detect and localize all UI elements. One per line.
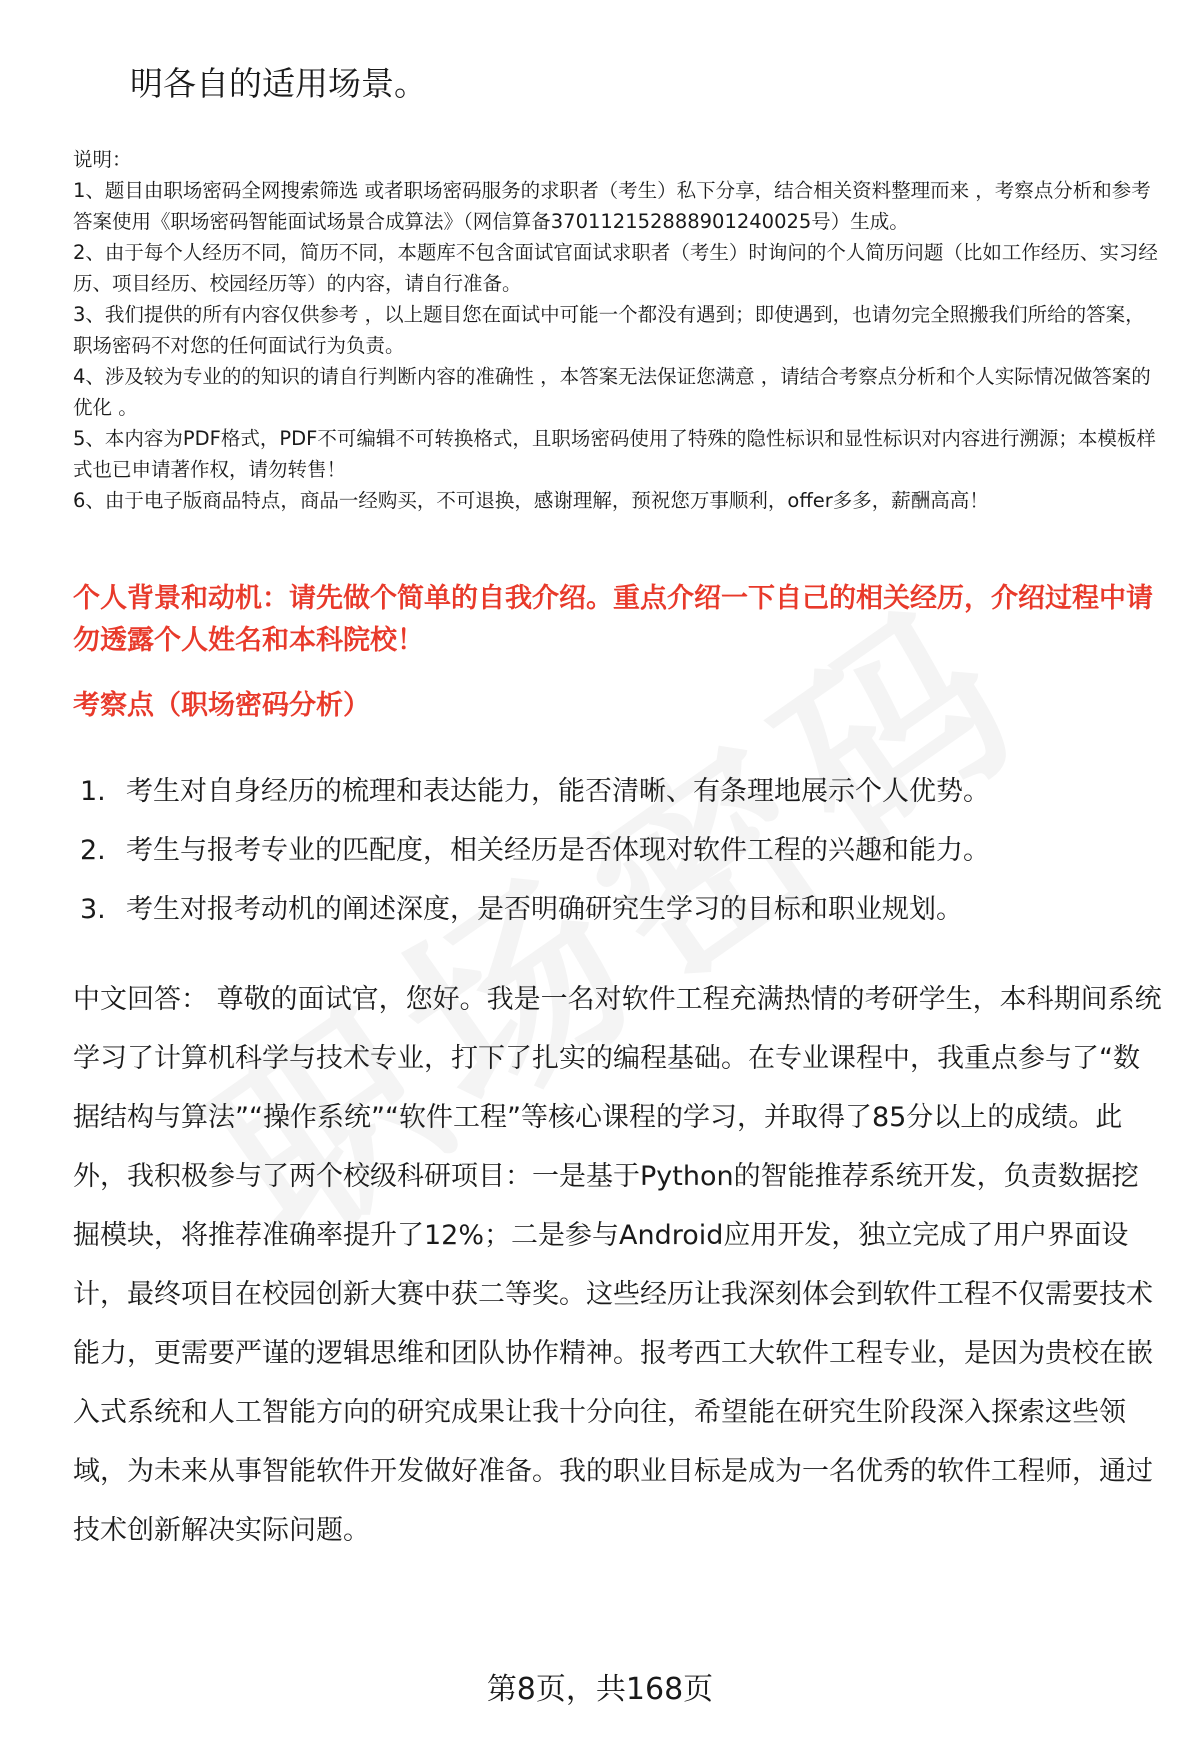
point-text: 考生对自身经历的梳理和表达能力，能否清晰、有条理地展示个人优势。 bbox=[126, 776, 990, 807]
note-item: 2、由于每个人经历不同，简历不同，本题库不包含面试官面试求职者（考生）时询问的个人简历问题（比如工作经历、实习经历、项目经历、校园经历等）的内容，请自行准备。 bbox=[73, 241, 1158, 295]
continued-text: 明各自的适用场景。 bbox=[130, 64, 427, 103]
note-item: 4、涉及较为专业的的知识的请自行判断内容的准确性 ，本答案无法保证您满意 ，请结合考察点分析和个人实际情况做答案的优化 。 bbox=[73, 365, 1151, 419]
note-item: 5、本内容为PDF格式，PDF不可编辑不可转换格式，且职场密码使用了特殊的隐性标识和显性标识对内容进行溯源；本模板样式也已申请著作权，请勿转售！ bbox=[73, 427, 1156, 481]
analysis-point bbox=[80, 821, 990, 880]
note-item: 3、我们提供的所有内容仅供参考 ，以上题目您在面试中可能一个都没有遇到；即使遇到，也请勿完全照搬我们所给的答案，职场密码不对您的任何面试行为负责。 bbox=[73, 303, 1145, 357]
analysis-point bbox=[80, 880, 990, 939]
point-text: 考生对报考动机的阐述深度，是否明确研究生学习的目标和职业规划。 bbox=[126, 894, 963, 925]
note-item: 1、题目由职场密码全网搜索筛选 或者职场密码服务的求职者（考生）私下分享，结合相关资料整理而来 ，考察点分析和参考答案使用《职场密码智能面试场景合成算法》（网信算备370112152888901240025号）生成。 bbox=[73, 179, 1151, 233]
page-footer: 第8页，共168页 bbox=[486, 1672, 714, 1707]
point-number: 1. bbox=[80, 776, 106, 807]
note-item: 6、由于电子版商品特点，商品一经购买，不可退换，感谢理解，预祝您万事顺利，offer多多，薪酬高高！ bbox=[73, 489, 989, 512]
analysis-point bbox=[80, 762, 990, 821]
interview-question: 个人背景和动机：请先做个简单的自我介绍。重点介绍一下自己的相关经历，介绍过程中请勿透露个人姓名和本科院校！ bbox=[73, 583, 1153, 656]
point-number: 2. bbox=[80, 835, 106, 866]
answer-text: 中文回答： 尊敬的面试官，您好。我是一名对软件工程充满热情的考研学生，本科期间系统学习了计算机科学与技术专业，打下了扎实的编程基础。在专业课程中，我重点参与了“数据结构与算法”“操作系统”“软件工程”等核心课程的学习，并取得了85分以上的成绩。此外，我积极参与了两个校级科研项目：一是基于Python的智能推荐系统开发，负责数据挖掘模块，将推荐准确率提升了12%；二是参与Android应用开发，独立完成了用户界面设计，最终项目在校园创新大赛中获二等奖。这些经历让我深刻体会到软件工程不仅需要技术能力，更需要严谨的逻辑思维和团队协作精神。报考西工大软件工程专业，是因为贵校在嵌入式系统和人工智能方向的研究成果让我十分向往，希望能在研究生阶段深入探索这些领域，为未来从事智能软件开发做好准备。我的职业目标是成为一名优秀的软件工程师，通过技术创新解决实际问题。 bbox=[73, 984, 1162, 1546]
point-text: 考生与报考专业的匹配度，相关经历是否体现对软件工程的兴趣和能力。 bbox=[126, 835, 990, 866]
disclaimer-notes bbox=[73, 144, 1158, 516]
point-number: 3. bbox=[80, 894, 106, 925]
analysis-title: 考察点（职场密码分析） bbox=[73, 690, 370, 721]
notes-heading: 说明： bbox=[73, 148, 132, 171]
analysis-points bbox=[80, 762, 990, 939]
